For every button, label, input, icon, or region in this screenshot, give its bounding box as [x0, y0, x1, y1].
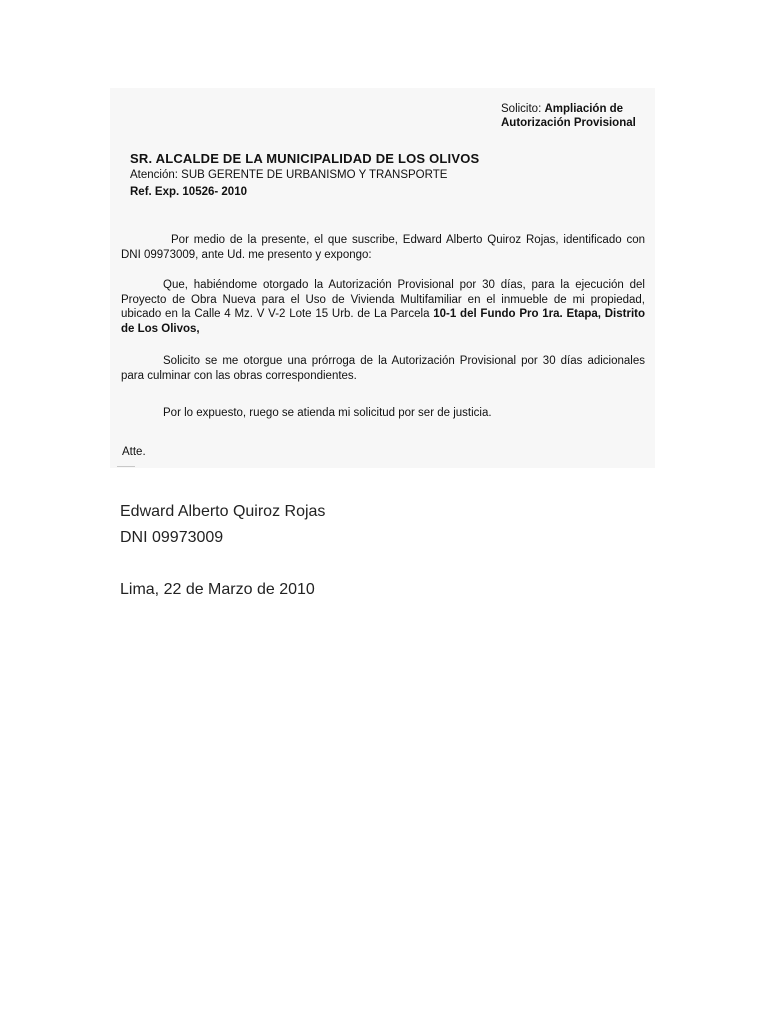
reference-line: Ref. Exp. 10526- 2010: [130, 186, 247, 198]
signature-dni: DNI 09973009: [120, 529, 224, 546]
signature-name: Edward Alberto Quiroz Rojas: [120, 503, 326, 520]
paragraph-intro: Por medio de la presente, el que suscribe, Edward Alberto Quiroz Rojas, identificado con DNI 09973009, ante Ud. me presento y expongo:: [121, 234, 645, 261]
addressee: SR. ALCALDE DE LA MUNICIPALIDAD DE LOS OLIVOS: [130, 151, 480, 166]
paragraph-context: [121, 278, 645, 336]
subject-block: [501, 102, 636, 130]
paragraph-request: Solicito se me otorgue una prórroga de la Autorización Provisional por 30 días adicionales para culminar con las obras correspondientes.: [121, 355, 645, 382]
subject-label: Solicito:: [501, 103, 542, 115]
paragraph-context-bold: 10-1 del Fundo Pro 1ra. Etapa, Distrito de Los Olivos,: [121, 308, 645, 335]
closing: Atte.: [122, 446, 146, 458]
divider: [117, 466, 135, 467]
attention-line: Atención: SUB GERENTE DE URBANISMO Y TRANSPORTE: [130, 169, 448, 181]
signature-date: Lima, 22 de Marzo de 2010: [120, 581, 315, 598]
subject-line-1: Ampliación de: [544, 103, 624, 115]
subject-line-2: Autorización Provisional: [501, 117, 636, 129]
paragraph-conclusion: Por lo expuesto, ruego se atienda mi solicitud por ser de justicia.: [163, 407, 492, 419]
paragraph-context-text: Que, habiéndome otorgado la Autorización Provisional por 30 días, para la ejecución del Proyecto de Obra Nueva para el Uso de Vivienda Multifamiliar en el inmueble de mi propiedad, ubicado en la Calle 4 Mz. V V-2 Lote 15 Urb. de La Parcela: [121, 279, 645, 320]
